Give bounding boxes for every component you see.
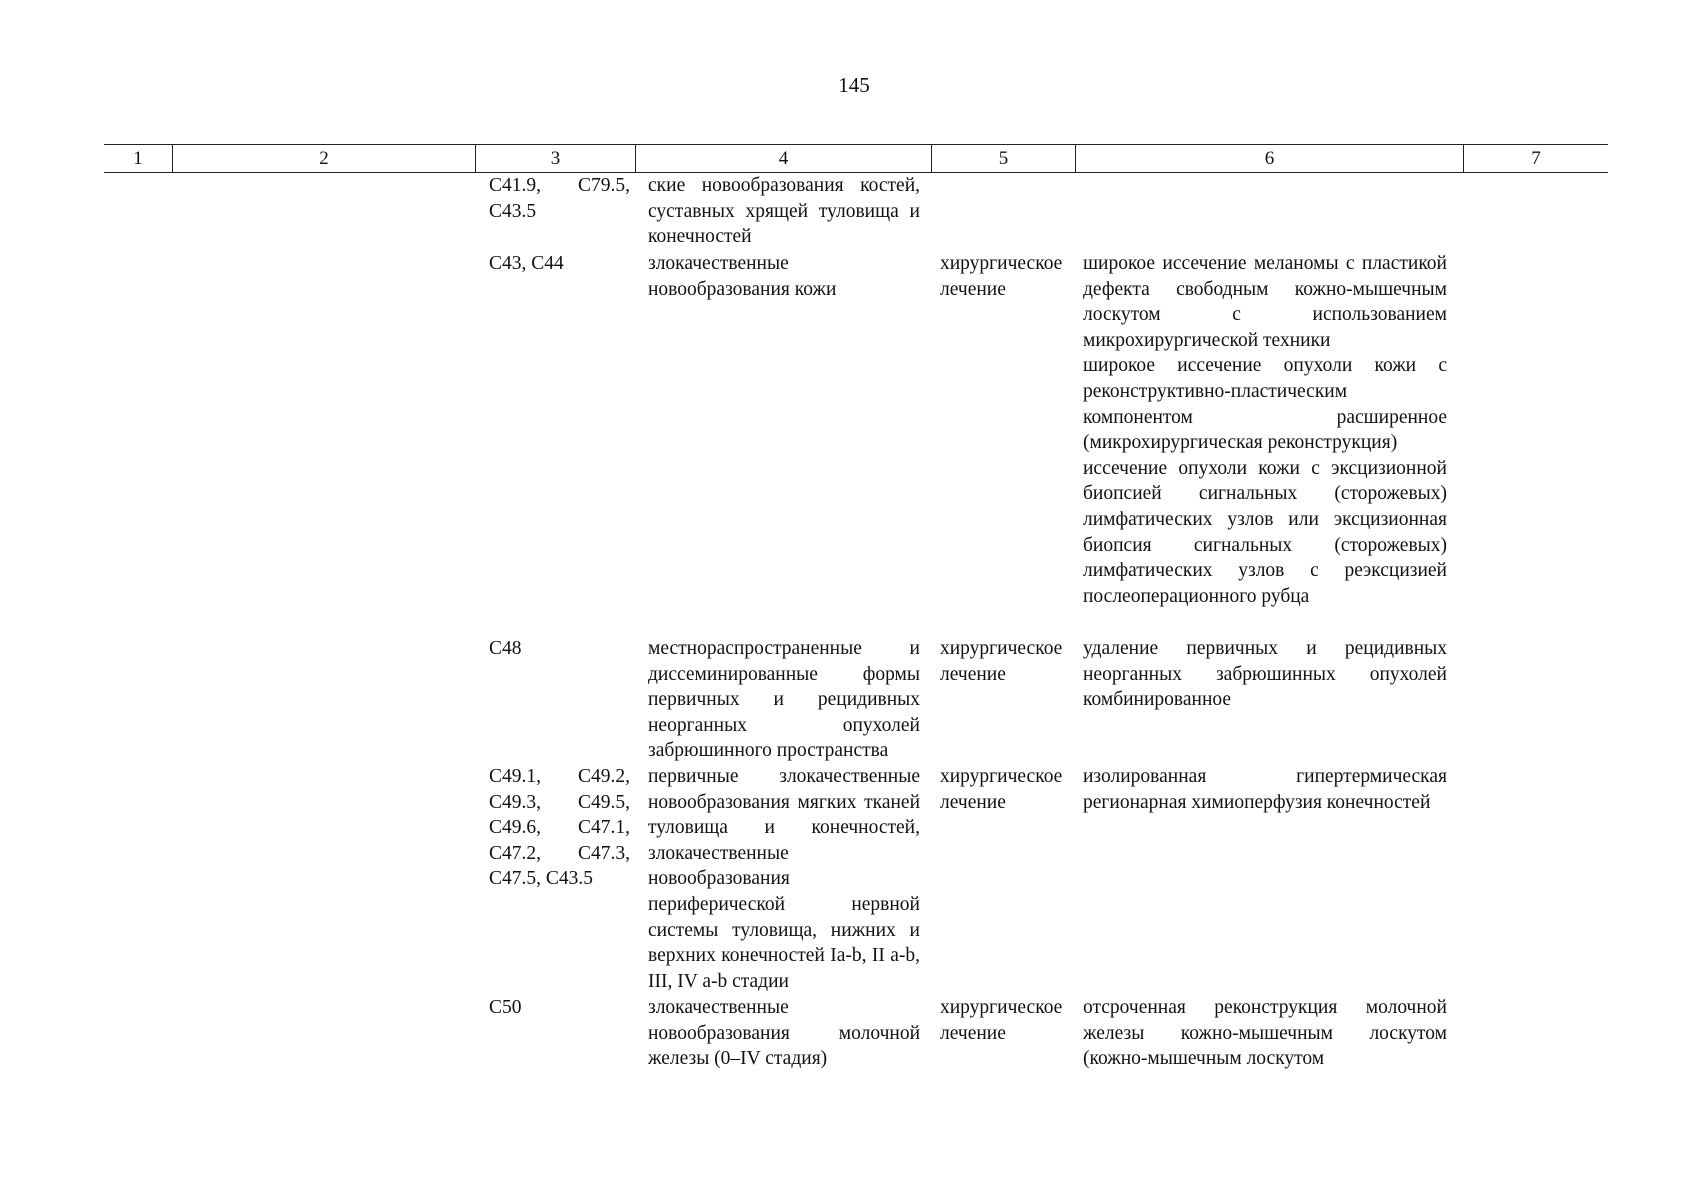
column-header-4: 4 <box>635 145 931 172</box>
diagnosis-description: злокачественные новообразования молочной железы (0–IV стадия) <box>648 997 920 1070</box>
column-header-5: 5 <box>931 145 1075 172</box>
column-header-7: 7 <box>1463 145 1608 172</box>
treatment-method: отсроченная реконструкция молочной железы кожно-мышечным лоскутом (кожно-мышечным лоскутом <box>1083 997 1447 1070</box>
diagnosis-codes: C41.9, C79.5, C43.5 <box>489 175 630 222</box>
column-header-1: 1 <box>133 148 143 169</box>
treatment-type: хирургическое лечение <box>940 997 1063 1044</box>
diagnosis-codes: C49.1, C49.2, C49.3, C49.5, C49.6, C47.1, C47.2, C47.3, C47.5, C43.5 <box>489 766 630 890</box>
treatment-methods <box>1083 251 1447 609</box>
treatment-methods <box>1083 995 1447 1072</box>
page-number: 145 <box>838 73 870 97</box>
table-header <box>104 144 1608 173</box>
treatment-method: широкое иссечение опухоли кожи с реконструктивно-пластическим компонентом расширенное (микрохирургическая реконструкция) <box>1083 355 1447 454</box>
diagnosis-description: ские новообразования костей, суставных хрящей туловища и конечностей <box>648 175 920 248</box>
column-header-3: 3 <box>475 145 635 172</box>
treatment-type: хирургическое лечение <box>940 766 1063 813</box>
treatment-method: удаление первичных и рецидивных неорганных забрюшинных опухолей комбинированное <box>1083 638 1447 711</box>
column-header-6: 6 <box>1075 145 1463 172</box>
treatment-method: широкое иссечение меланомы с пластикой дефекта свободным кожно-мышечным лоскутом с использованием микрохирургической техники <box>1083 253 1447 351</box>
diagnosis-codes: C48 <box>489 638 522 659</box>
treatment-method: иссечение опухоли кожи с эксцизионной биопсией сигнальных (сторожевых) лимфатических узлов или эксцизионная биопсия сигнальных (сторожевых) лимфатических узлов с реэксцизией послеоперационного рубца <box>1083 457 1447 607</box>
treatment-type: хирургическое лечение <box>940 638 1063 685</box>
diagnosis-codes: C50 <box>489 997 522 1018</box>
column-header-2: 2 <box>172 145 475 172</box>
treatment-type: хирургическое лечение <box>940 253 1063 300</box>
treatment-method: изолированная гипертермическая регионарная химиоперфузия конечностей <box>1083 766 1447 813</box>
diagnosis-description: местнораспространенные и диссеминированные формы первичных и рецидивных неорганных опухолей забрюшинного пространства <box>648 638 920 762</box>
diagnosis-codes: C43, C44 <box>489 253 564 274</box>
treatment-methods <box>1083 764 1447 815</box>
diagnosis-description: злокачественные новообразования кожи <box>648 253 837 300</box>
diagnosis-description: первичные злокачественные новообразования мягких тканей туловища и конечностей, злокачественные новообразования периферической нервной системы туловища, нижних и верхних конечностей Ia-b, II a-b, III, IV a-b стадии <box>648 766 920 992</box>
treatment-methods <box>1083 636 1447 713</box>
